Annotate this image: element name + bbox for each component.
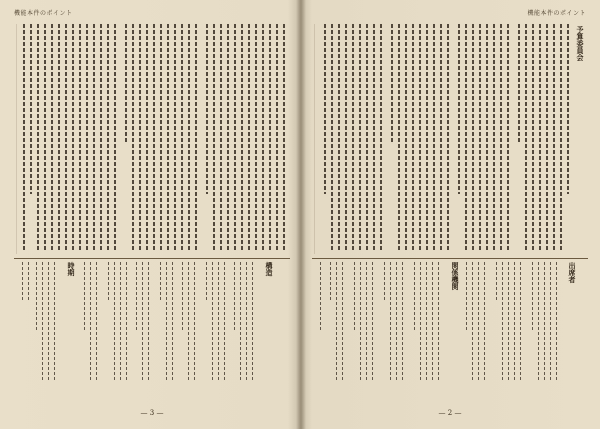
right-page [302, 0, 598, 429]
right-running-head: 機能本件のポイント [527, 10, 586, 17]
left-running-head: 機能本件のポイント [14, 10, 73, 17]
left-body-text [16, 24, 288, 254]
right-body-text [314, 24, 586, 254]
right-section-heading: 予算委員会 [576, 26, 585, 61]
left-lower-list [14, 262, 290, 402]
right-text-block [314, 24, 587, 254]
left-list-heading-2: 時期 [67, 262, 76, 276]
left-text-block [16, 24, 289, 254]
right-list-heading-2: 関係機関 [451, 262, 460, 290]
right-lower-list [312, 262, 588, 402]
left-section-rule [14, 258, 290, 259]
right-page-number: — 2 — [438, 409, 462, 417]
left-page [4, 0, 300, 429]
left-list-heading: 構造 [265, 262, 274, 276]
right-list-heading: 出席者 [568, 262, 577, 283]
left-page-number: — 3 — [140, 409, 164, 417]
right-section-rule [312, 258, 588, 259]
